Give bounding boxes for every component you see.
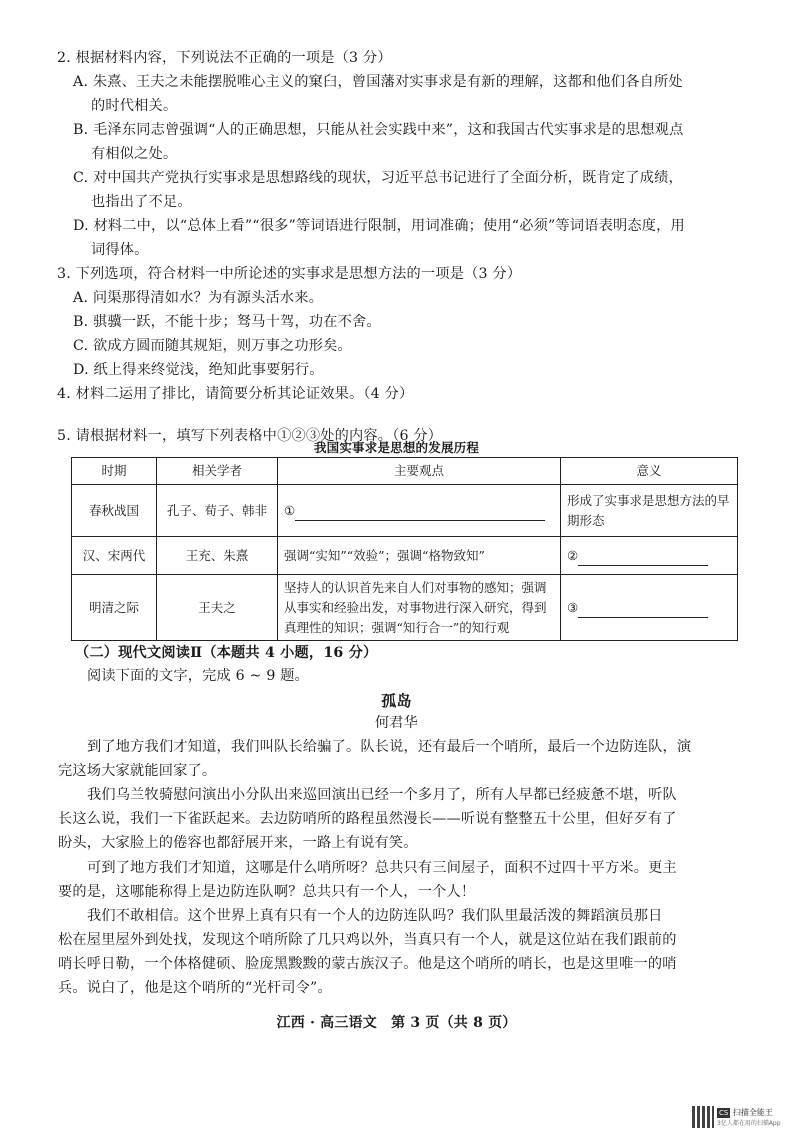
cell-view: 坚持人的认识首先来自人们对事物的感知；强调从事实和经验出发，对事物进行深入研究，得到真理性的知识；强调“知行合一”的知行观 <box>278 575 561 641</box>
blank-mark-2: ② <box>567 547 579 563</box>
cell-meaning-blank <box>561 537 738 575</box>
story-paragraph-4-cont: 哨长呼日勒，一个体格健硕、脸庞黑黢黢的蒙古族汉子。他是这个哨所的哨长，也是这里唯一的哨 <box>58 956 677 972</box>
table-title: 我国实事求是思想的发展历程 <box>313 440 480 455</box>
cell-view-blank <box>278 485 561 537</box>
answer-blank-2[interactable] <box>578 547 708 566</box>
q2-option-a: A. 朱熹、王夫之未能摆脱唯心主义的窠臼，曾国藩对实事求是有新的理解，这都和他们各自所处 <box>73 74 683 90</box>
q2-option-c: C. 对中国共产党执行实事求是思想路线的现状，习近平总书记进行了全面分析，既肯定了成绩， <box>73 170 683 186</box>
cell-view: 强调“实知”“效验”；强调“格物致知” <box>278 537 561 575</box>
q2-stem: 2. 根据材料内容，下列说法不正确的一项是（3 分） <box>57 50 392 66</box>
story-paragraph-2-cont: 长这么说，我们一下雀跃起来。去边防哨所的路程虽然漫长——听说有整整五十公里，但好歹有了 <box>58 811 677 827</box>
history-table <box>71 457 738 641</box>
scanner-watermark <box>692 1103 785 1131</box>
table-header-row <box>72 458 738 485</box>
q2-option-d: D. 材料二中，以“总体上看”“很多”等词语进行限制，用词准确；使用“必须”等词语表明态度，用 <box>73 218 685 234</box>
cell-period: 春秋战国 <box>72 485 157 537</box>
cell-meaning: 形成了实事求是思想方法的早期形态 <box>561 485 738 537</box>
answer-blank-1[interactable] <box>295 502 545 521</box>
cell-scholars: 王充、朱熹 <box>157 537 278 575</box>
story-paragraph-1: 到了地方我们才知道，我们叫队长给骗了。队长说，还有最后一个哨所，最后一个边防连队，演 <box>87 739 692 755</box>
header-meaning: 意义 <box>561 458 738 485</box>
page-footer: 江西 · 高三语文 第 3 页（共 8 页） <box>276 1015 517 1031</box>
blank-mark-3: ③ <box>567 599 579 615</box>
section-instruction: 阅读下面的文字，完成 6 ~ 9 题。 <box>87 668 310 684</box>
story-paragraph-2: 我们乌兰牧骑慰问演出小分队出来巡回演出已经一个多月了，所有人早都已经疲惫不堪，听队 <box>87 787 677 803</box>
section-heading: （二）现代文阅读Ⅱ（本题共 4 小题，16 分） <box>75 645 378 661</box>
table-row <box>72 485 738 537</box>
story-author: 何君华 <box>374 715 419 731</box>
answer-blank-3[interactable] <box>578 599 708 618</box>
cell-period: 明清之际 <box>72 575 157 641</box>
header-period: 时期 <box>72 458 157 485</box>
story-paragraph-4: 我们不敢相信。这个世界上真有只有一个人的边防连队吗？我们队里最活泼的舞蹈演员那日 <box>87 908 663 924</box>
table-row <box>72 575 738 641</box>
story-paragraph-3-cont: 要的是，这哪能称得上是边防连队啊？总共只有一个人，一个人！ <box>58 884 476 900</box>
cell-scholars: 孔子、荀子、韩非 <box>157 485 278 537</box>
story-paragraph-2-cont: 盼头，大家脸上的倦容也都舒展开来，一路上有说有笑。 <box>58 835 418 851</box>
header-view: 主要观点 <box>278 458 561 485</box>
q3-option-b: B. 骐骥一跃，不能十步；驽马十驾，功在不舍。 <box>73 314 381 330</box>
story-paragraph-3: 可到了地方我们才知道，这哪是什么哨所呀？总共只有三间屋子，面积不过四十平方米。更主 <box>87 860 677 876</box>
q3-option-c: C. 欲成方圆而随其规矩，则万事之功形矣。 <box>73 338 352 354</box>
q2-option-b-cont: 有相似之处。 <box>91 146 178 162</box>
story-paragraph-4-cont: 松在屋里屋外到处找，发现这个哨所除了几只鸡以外，当真只有一个人，就是这位站在我们跟前的 <box>58 932 677 948</box>
q3-stem: 3. 下列选项，符合材料一中所论述的实事求是思想方法的一项是（3 分） <box>57 266 522 282</box>
header-scholars: 相关学者 <box>157 458 278 485</box>
cell-meaning-blank <box>561 575 738 641</box>
story-paragraph-4-cont: 兵。说白了，他是这个哨所的“光杆司令”。 <box>58 980 332 996</box>
q5-stem: 5. 请根据材料一，填写下列表格中①②③处的内容。（6 分） <box>57 428 443 444</box>
cs-logo-icon: CS <box>719 1108 729 1117</box>
watermark-text <box>717 1108 781 1127</box>
story-paragraph-1-cont: 完这场大家就能回家了。 <box>58 763 217 779</box>
q2-option-b: B. 毛泽东同志曾强调“人的正确思想，只能从社会实践中来”，这和我国古代实事求是的思想观点 <box>73 122 684 138</box>
q3-option-a: A. 问渠那得清如水？为有源头活水来。 <box>73 290 324 306</box>
q4-stem: 4. 材料二运用了排比，请简要分析其论证效果。（4 分） <box>57 386 414 402</box>
qr-code-icon <box>692 1106 714 1128</box>
table-row <box>72 537 738 575</box>
cell-scholars: 王夫之 <box>157 575 278 641</box>
watermark-sub: 3亿人都在用的扫描App <box>717 1119 781 1127</box>
story-title: 孤岛 <box>381 692 412 710</box>
cell-period: 汉、宋两代 <box>72 537 157 575</box>
q2-option-a-cont: 的时代相关。 <box>91 98 178 114</box>
blank-mark-1: ① <box>284 502 296 518</box>
q2-option-d-cont: 词得体。 <box>91 242 149 258</box>
q3-option-d: D. 纸上得来终觉浅，绝知此事要躬行。 <box>73 362 324 378</box>
q2-option-c-cont: 也指出了不足。 <box>91 194 192 210</box>
watermark-brand: 扫描全能王 <box>732 1107 773 1117</box>
